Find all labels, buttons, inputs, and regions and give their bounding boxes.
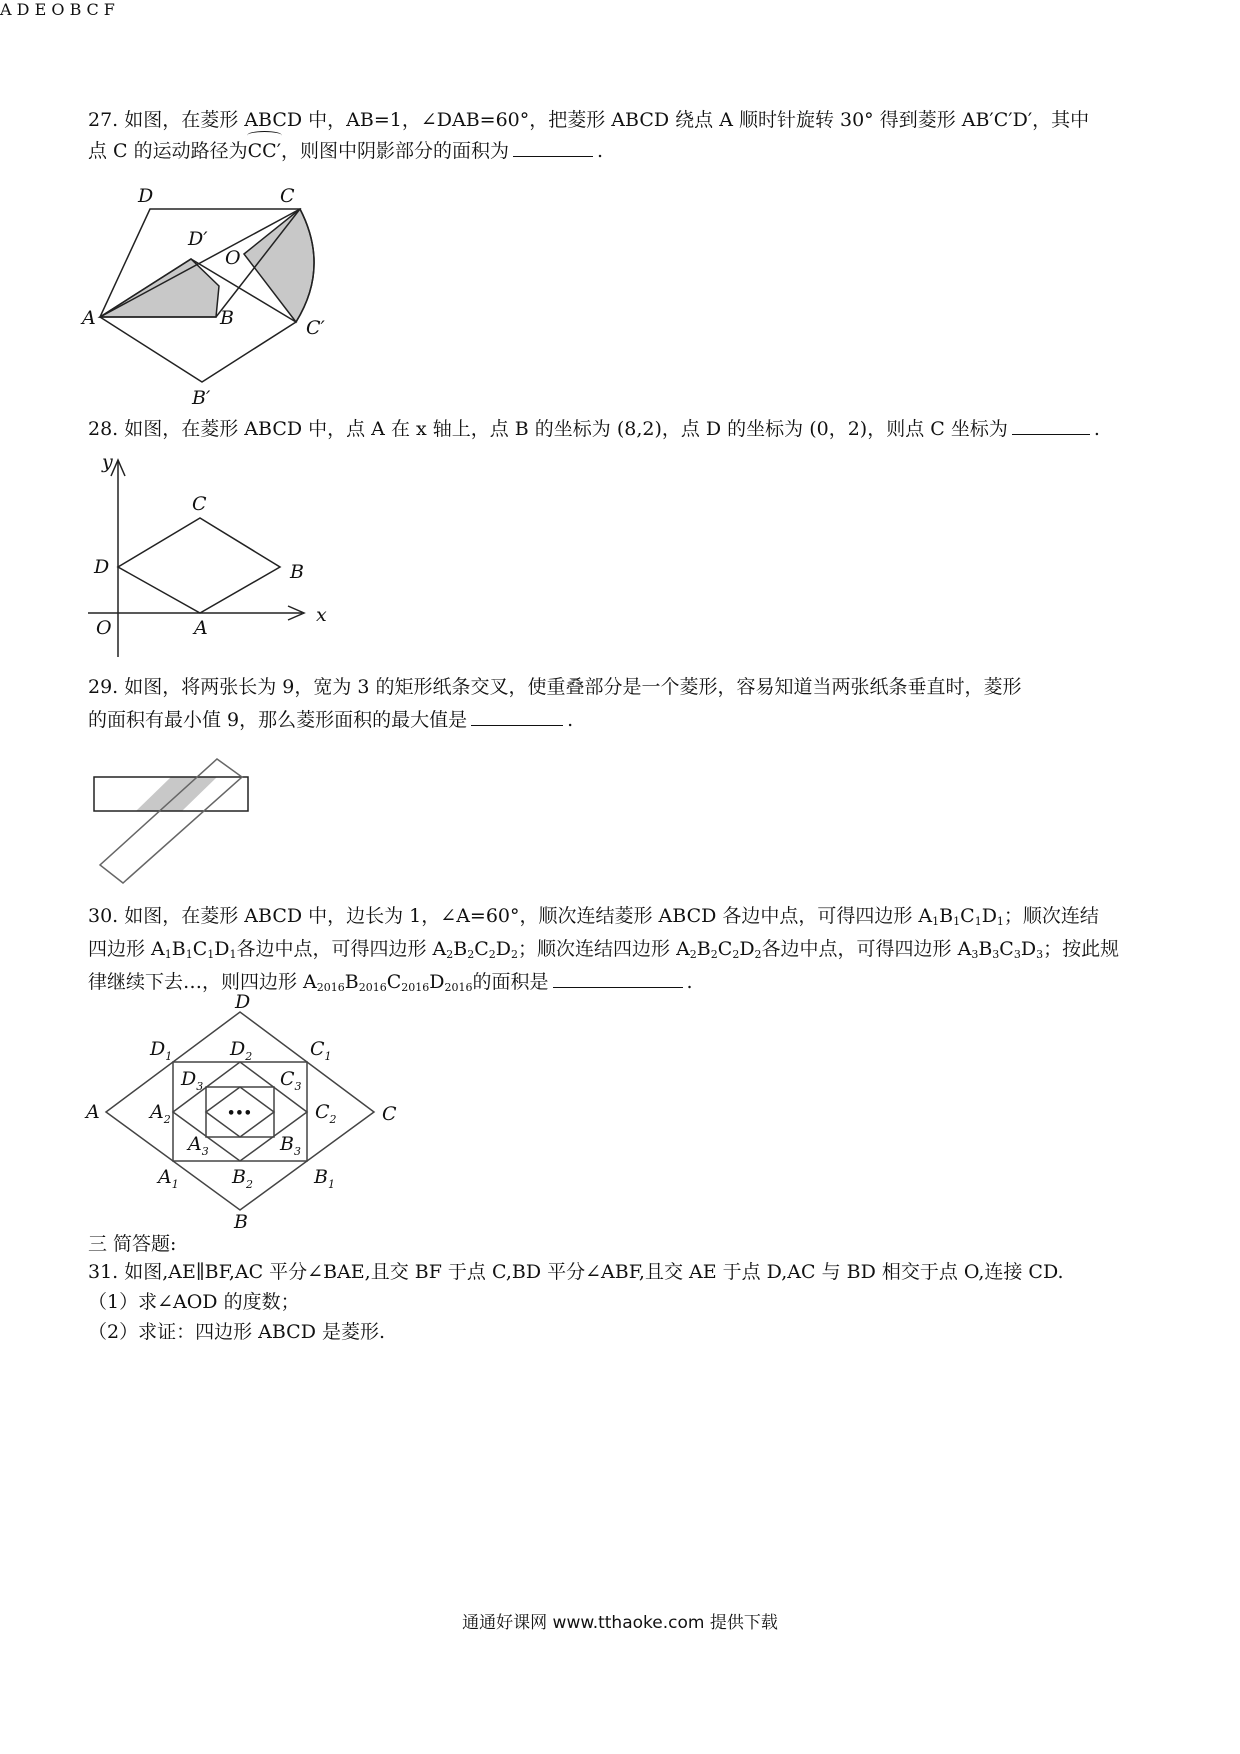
q30-answer-blank	[553, 967, 683, 988]
q30-label-d: D	[235, 991, 251, 1013]
q30-label-b: B	[234, 1211, 248, 1233]
q30-label-c1: $C_1$	[310, 1038, 332, 1063]
q30-line-3: 律继续下去…，则四边形 $A_{2016}B_{2016}C_{2016}D_{2016}$的面积是 .	[88, 967, 693, 996]
q29-rhombus-overlap	[136, 777, 217, 811]
q27-label-a: A	[82, 307, 96, 329]
q27-line-1: 27. 如图，在菱形 ABCD 中，AB=1，∠DAB=60°，把菱形 ABCD 绕点 A 顺时针旋转 30° 得到菱形 AB′C′D′，其中	[88, 109, 1090, 131]
q31-label-b: B	[69, 0, 82, 19]
q30-label-b3: $B_3$	[280, 1133, 301, 1158]
q27-answer-blank	[513, 136, 593, 157]
q31-figure	[80, 1350, 350, 1520]
q31-part-1: （1）求∠AOD 的度数；	[88, 1291, 300, 1313]
page-footer: 通通好课网 www.tthaoke.com 提供下载	[462, 1613, 778, 1633]
q27-label-dprime: D′	[188, 228, 208, 250]
q27-line-2: 点 C 的运动路径为CC′，则图中阴影部分的面积为 .	[88, 136, 603, 165]
q27-label-c: C	[280, 185, 295, 207]
q30-label-b1: $B_1$	[314, 1166, 335, 1191]
q30-label-a3: $A_3$	[188, 1133, 209, 1158]
q28-line-1: 28. 如图，在菱形 ABCD 中，点 A 在 x 轴上，点 B 的坐标为 (8,2)，点 D 的坐标为 (0，2)，则点 C 坐标为 .	[88, 414, 1100, 443]
q31-line-1: 31. 如图,AE∥BF,AC 平分∠BAE,且交 BF 于点 C,BD 平分∠ABF,且交 AE 于点 D,AC 与 BD 相交于点 O,连接 CD.	[88, 1261, 1064, 1283]
q30-label-a2: $A_2$	[150, 1101, 171, 1126]
q29-figure	[90, 756, 260, 891]
q31-part-2: （2）求证：四边形 ABCD 是菱形.	[88, 1321, 386, 1343]
q31-label-e: E	[34, 0, 47, 19]
section-title: 三 简答题:	[88, 1233, 177, 1255]
q28-label-o: O	[96, 617, 112, 639]
q31-label-a: A	[0, 0, 12, 19]
q27-label-bprime: B′	[192, 387, 211, 409]
q27-shaded-region-right	[244, 209, 314, 322]
q28-label-x: x	[316, 604, 327, 626]
q30-figure	[80, 991, 410, 1233]
arc-cc-label: CC′	[248, 137, 281, 165]
q30-label-a1: $A_1$	[158, 1166, 179, 1191]
q31-label-d: D	[16, 0, 30, 19]
q28-answer-blank	[1012, 414, 1090, 435]
q30-label-c2: $C_2$	[315, 1101, 337, 1126]
q27-shaded-region-left	[100, 259, 219, 317]
q28-label-d: D	[94, 556, 110, 578]
q28-label-b: B	[290, 561, 304, 583]
q29-line-2: 的面积有最小值 9，那么菱形面积的最大值是 .	[88, 705, 573, 734]
q29-line-1: 29. 如图，将两张长为 9，宽为 3 的矩形纸条交叉，使重叠部分是一个菱形，容易知道当两张纸条垂直时，菱形	[88, 676, 1022, 698]
q29-answer-blank	[471, 705, 563, 726]
q30-center-dots: •••	[227, 1106, 252, 1121]
q31-label-f: F	[103, 0, 115, 19]
q28-label-y: y	[102, 451, 113, 473]
q28-figure	[80, 452, 340, 662]
q28-rhombus	[118, 518, 280, 613]
q27-label-cprime: C′	[306, 317, 325, 339]
q30-label-c3: $C_3$	[280, 1068, 302, 1093]
q30-label-c: C	[382, 1103, 397, 1125]
q30-label-a: A	[86, 1101, 100, 1123]
q27-figure	[80, 182, 380, 412]
q27-label-b: B	[220, 307, 234, 329]
q27-label-o: O	[225, 247, 241, 269]
q28-label-a: A	[194, 617, 208, 639]
q31-label-o: O	[51, 0, 65, 19]
q30-label-d2: $D_2$	[230, 1038, 253, 1063]
q30-label-d3: $D_3$	[181, 1068, 204, 1093]
q27-label-d: D	[138, 185, 154, 207]
q30-label-b2: $B_2$	[232, 1166, 253, 1191]
q28-label-c: C	[192, 493, 207, 515]
q30-line-1: 30. 如图，在菱形 ABCD 中，边长为 1，∠A=60°，顺次连结菱形 ABCD 各边中点，可得四边形 $A_1B_1C_1D_1$；顺次连结	[88, 905, 1099, 928]
q31-label-c: C	[86, 0, 99, 19]
q30-label-d1: $D_1$	[150, 1038, 173, 1063]
q30-line-2: 四边形 $A_1B_1C_1D_1$各边中点，可得四边形 $A_2B_2C_2D_2$；顺次连结四边形 $A_2B_2C_2D_2$各边中点，可得四边形 $A_3B_3C_3D_3$；按此规	[88, 938, 1120, 961]
